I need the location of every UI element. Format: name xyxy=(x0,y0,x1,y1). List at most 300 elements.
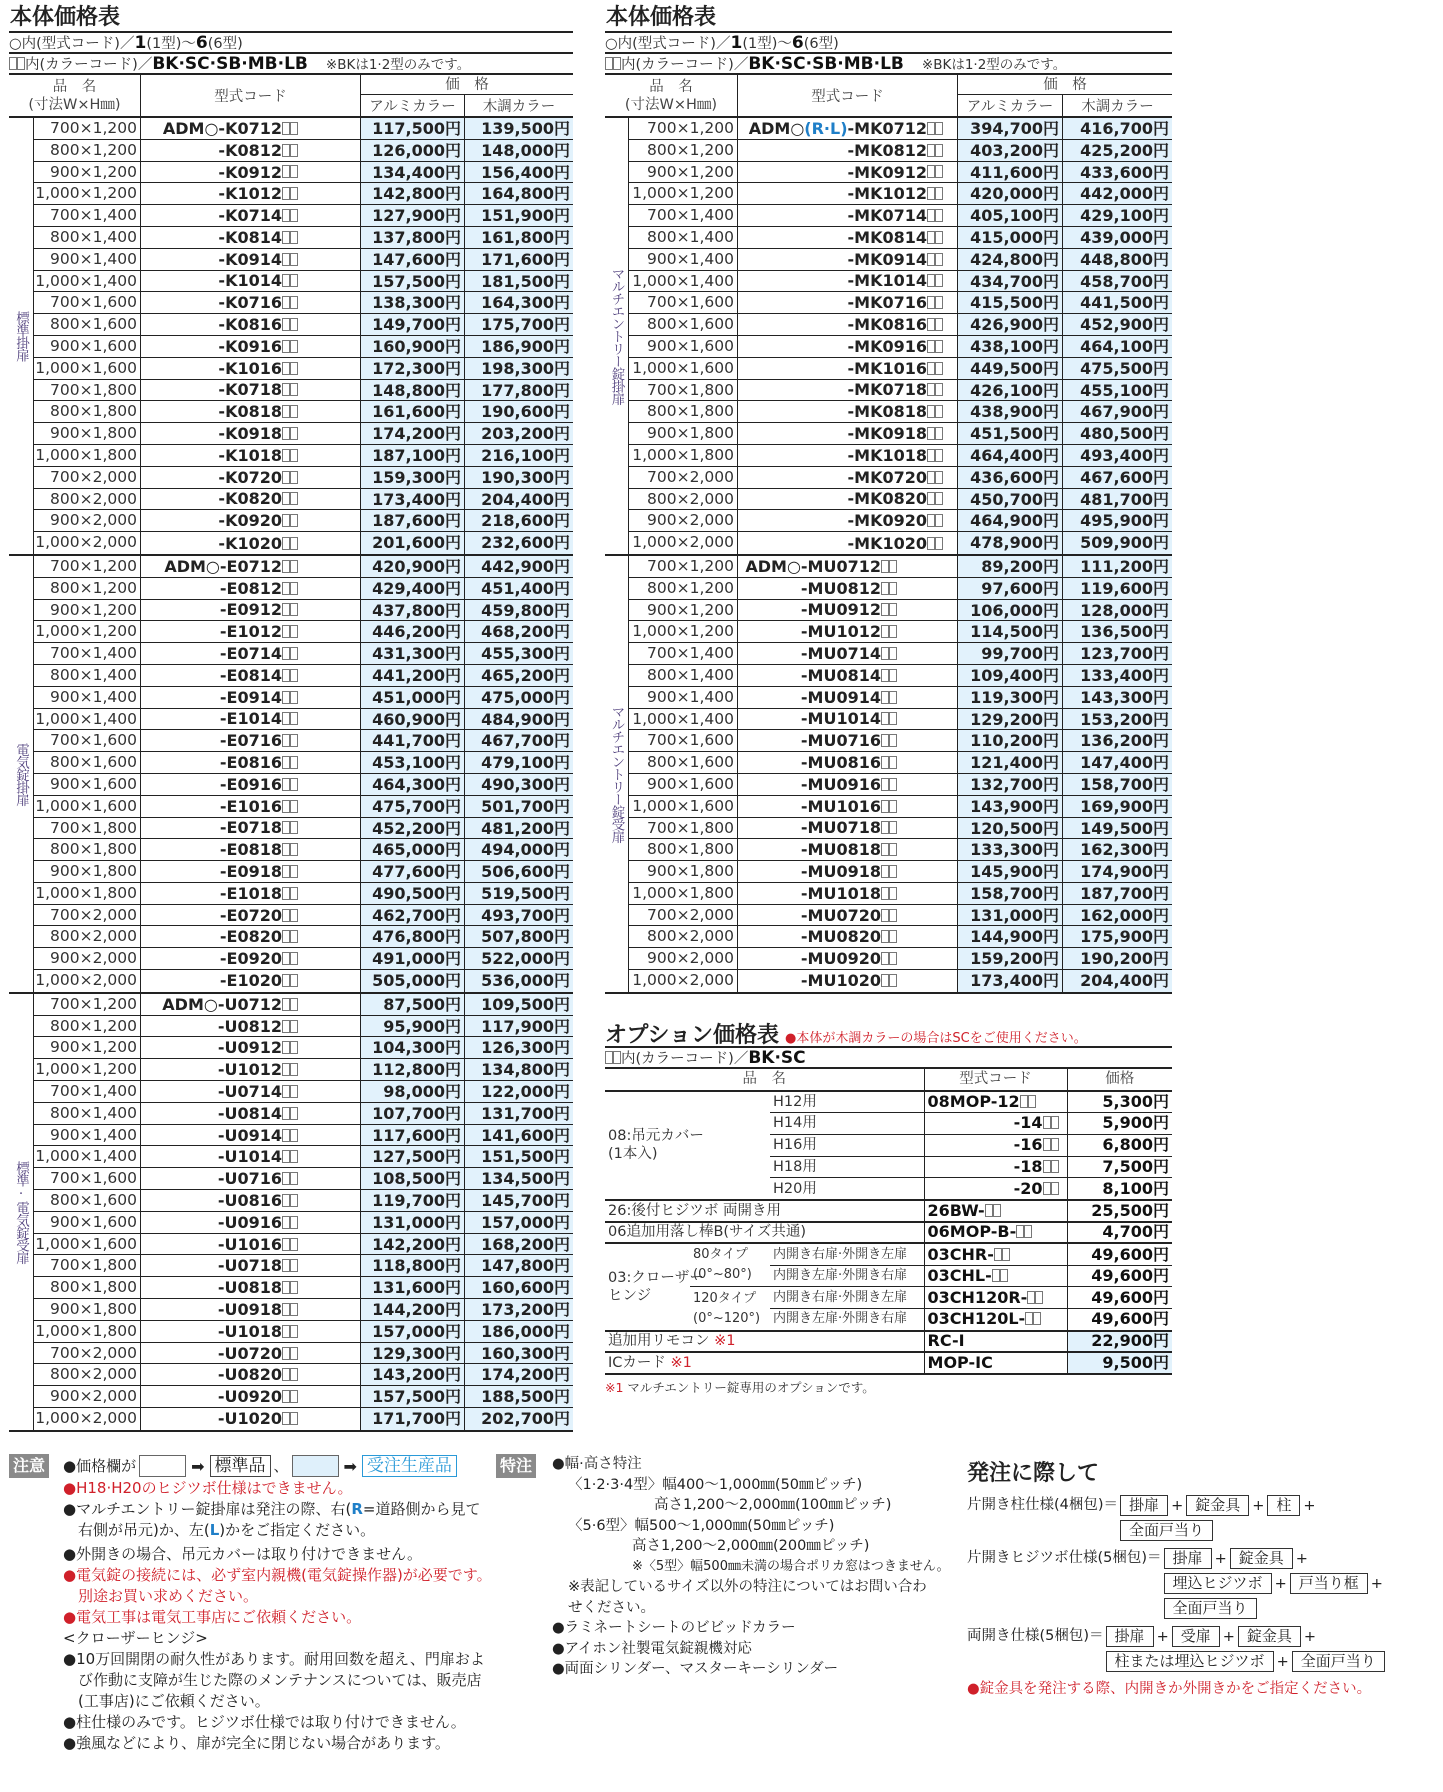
price-wood-cell: 119,600円 xyxy=(1063,578,1172,599)
option-price: 6,800円 xyxy=(1067,1134,1172,1156)
header-code: 型式コード xyxy=(738,75,958,116)
price-wood-cell: 429,100円 xyxy=(1063,205,1172,226)
option-footnote xyxy=(605,1378,1172,1396)
sub-text: (6型) xyxy=(803,36,839,52)
price-alum-cell: 415,500円 xyxy=(958,292,1063,313)
model-code-note xyxy=(605,33,1172,54)
header-name-label: 品 名 xyxy=(52,78,97,95)
model-code: -U0714 xyxy=(217,1081,282,1101)
model-code-cell xyxy=(738,467,958,488)
size-cell: 700×1,200 xyxy=(34,118,141,139)
model-code: -MU0812 xyxy=(800,578,881,598)
model-code-cell xyxy=(141,687,361,708)
size-cell: 800×1,800 xyxy=(34,839,141,860)
table-row xyxy=(629,227,1172,249)
color-box-icon xyxy=(290,383,298,396)
color-box-icon xyxy=(282,537,290,550)
size-cell: 800×1,600 xyxy=(34,314,141,335)
model-code-cell xyxy=(141,970,361,992)
closer-group xyxy=(605,1243,704,1330)
option-name: H14用 xyxy=(770,1113,924,1135)
order-formula xyxy=(967,1493,1437,1543)
color-box-icon xyxy=(290,1325,298,1338)
model-code-cell xyxy=(141,578,361,599)
header-name xyxy=(9,75,141,116)
table-section xyxy=(605,118,1172,556)
model-code: -MU0820 xyxy=(800,927,881,947)
price-alum-cell: 95,900円 xyxy=(361,1016,465,1037)
price-alum-cell: 394,700円 xyxy=(958,118,1063,139)
table-row xyxy=(34,467,573,489)
size-cell: 700×1,800 xyxy=(34,818,141,839)
table-row xyxy=(34,621,573,643)
color-box-icon xyxy=(994,1248,1002,1261)
plus-sign: + xyxy=(1274,1575,1287,1592)
price-wood-cell: 117,900円 xyxy=(465,1016,573,1037)
model-code-cell xyxy=(738,510,958,531)
option-table xyxy=(605,1069,1172,1375)
model-code-note xyxy=(9,33,573,54)
color-box-icon xyxy=(282,1216,290,1229)
price-alum-cell: 434,700円 xyxy=(958,271,1063,292)
size-cell: 1,000×2,000 xyxy=(629,532,738,554)
color-box-icon xyxy=(881,909,889,922)
color-box-icon xyxy=(927,209,935,222)
price-alum-cell: 131,000円 xyxy=(958,905,1063,926)
price-wood-cell: 519,500円 xyxy=(465,883,573,904)
size-cell: 900×1,200 xyxy=(34,600,141,621)
table-row xyxy=(34,1364,573,1386)
price-alum-cell: 148,800円 xyxy=(361,380,465,401)
price-wood-cell: 164,300円 xyxy=(465,292,573,313)
size-cell: 1,000×1,200 xyxy=(34,621,141,642)
size-cell: 800×1,200 xyxy=(34,140,141,161)
size-cell: 1,000×1,600 xyxy=(629,796,738,817)
color-box-icon xyxy=(290,909,298,922)
model-code-cell xyxy=(141,1125,361,1146)
price-wood-cell: 198,300円 xyxy=(465,358,573,379)
color-box-icon xyxy=(889,843,897,856)
price-wood-cell: 174,900円 xyxy=(1063,861,1172,882)
price-alum-cell: 120,500円 xyxy=(958,818,1063,839)
color-code-note xyxy=(9,54,573,75)
model-code: -E0816 xyxy=(219,753,282,773)
color-box-icon xyxy=(290,492,298,505)
table-row xyxy=(34,314,573,336)
model-code-cell xyxy=(738,752,958,773)
table-row xyxy=(34,665,573,687)
color-box-icon xyxy=(282,560,290,573)
bk-note: ※BKは1·2型のみです。 xyxy=(921,57,1067,73)
price-wood-cell: 148,000円 xyxy=(465,140,573,161)
price-table-left xyxy=(9,0,573,1432)
order-formula xyxy=(967,1546,1437,1621)
price-alum-cell: 132,700円 xyxy=(958,774,1063,795)
size-cell: 900×1,200 xyxy=(629,162,738,183)
header-price-label: 価 格 xyxy=(958,75,1172,95)
model-code: -K0920 xyxy=(218,511,282,531)
option-price: 4,700円 xyxy=(1067,1222,1172,1244)
price-alum-cell: 144,200円 xyxy=(361,1299,465,1320)
ordering-title: 発注に際して xyxy=(967,1461,1100,1486)
price-alum-cell: 127,900円 xyxy=(361,205,465,226)
table-row xyxy=(34,249,573,271)
table-body xyxy=(9,118,573,1432)
price-alum-cell: 117,500円 xyxy=(361,118,465,139)
color-box-icon xyxy=(935,537,943,550)
price-alum-cell: 108,500円 xyxy=(361,1168,465,1189)
size-cell: 700×1,800 xyxy=(629,818,738,839)
color-box-icon xyxy=(935,318,943,331)
table-row xyxy=(34,292,573,314)
color-box-icon xyxy=(290,1020,298,1033)
formula-label: 両開き仕様(5梱包)＝ xyxy=(967,1628,1104,1644)
color-box-icon xyxy=(290,165,298,178)
color-box-icon xyxy=(290,974,298,987)
model-code-cell xyxy=(141,774,361,795)
model-code-cell xyxy=(738,380,958,401)
option-code xyxy=(924,1091,1067,1113)
text: )かをご指定ください。 xyxy=(219,1521,376,1539)
color-box-icon xyxy=(889,756,897,769)
color-box-icon xyxy=(290,712,298,725)
price-alum-cell: 98,000円 xyxy=(361,1081,465,1102)
table-row xyxy=(34,752,573,774)
code-prefix: ADM○ xyxy=(745,556,801,576)
price-wood-cell: 232,600円 xyxy=(465,532,573,554)
sub-text: (6型) xyxy=(207,36,243,52)
option-price: 49,600円 xyxy=(1067,1287,1172,1309)
price-wood-cell: 143,300円 xyxy=(1063,687,1172,708)
table-row xyxy=(629,510,1172,532)
special-item: 高さ1,200～2,000㎜(200㎜ピッチ) xyxy=(632,1538,870,1554)
table-row xyxy=(629,205,1172,227)
price-alum-cell: 142,800円 xyxy=(361,183,465,204)
price-wood-cell: 161,800円 xyxy=(465,227,573,248)
model-code: -U1020 xyxy=(217,1409,282,1429)
color-box-icon xyxy=(282,1150,290,1163)
table-row xyxy=(34,489,573,511)
price-alum-cell: 460,900円 xyxy=(361,709,465,730)
color-box-icon xyxy=(1020,1095,1028,1108)
table-row xyxy=(629,249,1172,271)
formula-line xyxy=(1104,1649,1387,1674)
closer-type xyxy=(690,1287,770,1331)
model-code-cell xyxy=(141,1168,361,1189)
color-box-icon xyxy=(290,449,298,462)
sub-text: ○内(型式コード)／ xyxy=(9,36,135,52)
table-row xyxy=(34,818,573,840)
color-box-icon xyxy=(282,1172,290,1185)
size-cell: 900×1,600 xyxy=(629,774,738,795)
price-wood-cell: 495,900円 xyxy=(1063,510,1172,531)
color-box-icon xyxy=(290,582,298,595)
caution-notes xyxy=(63,1454,493,1754)
price-alum-cell: 119,300円 xyxy=(958,687,1063,708)
color-box-icon xyxy=(282,1194,290,1207)
model-code: -U0918 xyxy=(217,1299,282,1319)
color-box-icon xyxy=(1043,1160,1051,1173)
color-box-icon xyxy=(282,1303,290,1316)
model-code: -K0712 xyxy=(218,118,282,138)
color-box-icon xyxy=(282,1281,290,1294)
model-code: -K0812 xyxy=(218,140,282,160)
price-alum-cell: 118,800円 xyxy=(361,1255,465,1276)
size-cell: 700×2,000 xyxy=(629,467,738,488)
model-code-cell xyxy=(141,883,361,904)
color-box-icon xyxy=(889,952,897,965)
color-box-icon xyxy=(927,492,935,505)
color-box-icon xyxy=(282,1020,290,1033)
price-alum-cell: 159,200円 xyxy=(958,948,1063,969)
special-item: ●両面シリンダー、マスターキーシリンダー xyxy=(552,1661,839,1677)
table-body xyxy=(605,118,1172,994)
arrow-right-icon: ➡ xyxy=(191,1456,205,1476)
color-box-icon xyxy=(881,625,889,638)
color-box-icon xyxy=(282,253,290,266)
price-wood-cell: 168,200円 xyxy=(465,1234,573,1255)
type-range: (0°~80°) xyxy=(693,1267,752,1283)
model-code: -U0818 xyxy=(217,1278,282,1298)
table-row xyxy=(34,687,573,709)
price-alum-cell: 149,700円 xyxy=(361,314,465,335)
price-wood-cell: 139,500円 xyxy=(465,118,573,139)
price-wood-cell: 190,200円 xyxy=(1063,948,1172,969)
table-row xyxy=(629,948,1172,970)
option-code xyxy=(924,1134,1067,1156)
size-cell: 900×1,400 xyxy=(34,687,141,708)
model-code: -K1018 xyxy=(218,445,282,465)
model-code-cell xyxy=(141,1103,361,1124)
color-box-icon xyxy=(290,1412,298,1425)
sub-bold: 1 xyxy=(134,33,147,53)
price-legend xyxy=(63,1454,493,1478)
table-row xyxy=(34,861,573,883)
table-row xyxy=(629,665,1172,687)
model-code: -U0916 xyxy=(217,1212,282,1232)
table-section xyxy=(9,994,573,1432)
size-cell: 1,000×1,600 xyxy=(629,358,738,379)
option-code: RC-I xyxy=(924,1331,1067,1353)
code-text: 08MOP-12 xyxy=(927,1091,1020,1111)
model-code: -MU1016 xyxy=(800,796,881,816)
table-row xyxy=(629,752,1172,774)
price-alum-cell: 107,700円 xyxy=(361,1103,465,1124)
price-alum-cell: 109,400円 xyxy=(958,665,1063,686)
header-size-label: (寸法W×H㎜) xyxy=(28,96,121,113)
color-box-icon xyxy=(290,296,298,309)
model-code: -E0912 xyxy=(219,600,282,620)
price-alum-cell: 475,700円 xyxy=(361,796,465,817)
color-box-icon xyxy=(927,165,935,178)
price-wood-cell: 160,300円 xyxy=(465,1343,573,1364)
color-box-icon xyxy=(290,1063,298,1076)
color-box-icon xyxy=(282,582,290,595)
model-code-cell xyxy=(738,687,958,708)
sub-bold: 1 xyxy=(730,33,743,53)
footnote-text: マルチエントリー錠専用のオプションです。 xyxy=(627,1380,875,1396)
price-alum-cell: 453,100円 xyxy=(361,752,465,773)
table-row xyxy=(34,556,573,578)
model-code: -K1016 xyxy=(218,358,282,378)
model-code-cell xyxy=(141,1364,361,1385)
color-box-icon xyxy=(889,712,897,725)
model-code-cell xyxy=(141,818,361,839)
header-wood: 木調カラー xyxy=(1081,99,1154,115)
table-row xyxy=(629,578,1172,600)
size-cell: 800×1,400 xyxy=(34,1103,141,1124)
model-code: -E1012 xyxy=(219,622,282,642)
color-box-icon xyxy=(290,691,298,704)
table-row xyxy=(629,709,1172,731)
size-cell: 900×1,800 xyxy=(34,423,141,444)
color-box-icon xyxy=(282,756,290,769)
special-item: 〈5·6型〉幅500～1,000㎜(50㎜ピッチ) xyxy=(568,1517,835,1534)
table-row xyxy=(629,489,1172,511)
table-row xyxy=(34,970,573,992)
model-code-cell xyxy=(738,883,958,904)
table-row xyxy=(629,445,1172,467)
model-code: -U0914 xyxy=(217,1125,282,1145)
color-box-icon xyxy=(881,560,889,573)
package-box: 全面戸当り xyxy=(1120,1520,1213,1541)
price-alum-cell: 438,100円 xyxy=(958,336,1063,357)
color-box-icon xyxy=(881,756,889,769)
model-code: -MU1014 xyxy=(800,709,881,729)
color-box-icon xyxy=(282,887,290,900)
table-row xyxy=(34,1234,573,1256)
model-code-cell xyxy=(141,314,361,335)
color-box-icon xyxy=(927,296,935,309)
model-code-cell xyxy=(141,1190,361,1211)
price-wood-cell: 467,700円 xyxy=(465,730,573,751)
header-wood: 木調カラー xyxy=(482,99,556,115)
size-cell: 900×1,800 xyxy=(34,861,141,882)
price-alum-cell: 452,200円 xyxy=(361,818,465,839)
model-code: -MU0912 xyxy=(800,600,881,620)
color-box-icon xyxy=(282,187,290,200)
color-box-icon xyxy=(282,209,290,222)
color-box-icon xyxy=(935,427,943,440)
price-wood-cell: 475,000円 xyxy=(465,687,573,708)
color-box-icon xyxy=(935,165,943,178)
color-box-icon xyxy=(889,582,897,595)
table-row xyxy=(629,687,1172,709)
option-name: H18用 xyxy=(770,1156,924,1178)
color-box-icon xyxy=(282,1390,290,1403)
closer-group-label: 03:クローザー xyxy=(608,1269,704,1286)
cover-group xyxy=(605,1091,770,1200)
price-wood-cell: 123,700円 xyxy=(1063,643,1172,664)
model-code-cell xyxy=(141,1321,361,1342)
header-size-label: (寸法W×H㎜) xyxy=(624,96,718,113)
size-cell: 700×1,800 xyxy=(629,380,738,401)
color-box-icon xyxy=(881,734,889,747)
option-price: 49,600円 xyxy=(1067,1243,1172,1265)
price-alum-cell: 143,200円 xyxy=(361,1364,465,1385)
model-code: -MU0714 xyxy=(800,644,881,664)
color-box-icon xyxy=(290,537,298,550)
model-code: -E0714 xyxy=(219,644,282,664)
color-box-icon xyxy=(282,1412,290,1425)
sub-text: (1型)～ xyxy=(742,36,792,52)
color-box-icon xyxy=(282,974,290,987)
section-label: 標準掛扉 xyxy=(9,118,34,554)
header-price xyxy=(361,75,573,116)
model-code: -MU1012 xyxy=(800,622,881,642)
price-wood-cell: 442,000円 xyxy=(1063,183,1172,204)
plus-sign: + xyxy=(1295,1550,1308,1567)
table-row xyxy=(34,183,573,205)
price-wood-cell: 501,700円 xyxy=(465,796,573,817)
price-wood-cell: 177,800円 xyxy=(465,380,573,401)
color-box-icon xyxy=(290,427,298,440)
price-wood-cell: 122,000円 xyxy=(465,1081,573,1102)
option-color-note xyxy=(605,1048,1172,1069)
price-wood-cell: 171,600円 xyxy=(465,249,573,270)
package-box: 全面戸当り xyxy=(1164,1598,1257,1619)
color-box-icon xyxy=(889,974,897,987)
table-row xyxy=(34,140,573,162)
color-box-icon xyxy=(935,274,943,287)
price-alum-cell: 160,900円 xyxy=(361,336,465,357)
size-cell: 700×1,800 xyxy=(34,380,141,401)
option-price: 5,300円 xyxy=(1067,1091,1172,1113)
model-code: -K0816 xyxy=(218,315,282,335)
price-alum-cell: 114,500円 xyxy=(958,621,1063,642)
color-box-icon xyxy=(993,1204,1001,1217)
table-row xyxy=(629,818,1172,840)
table-header xyxy=(9,75,573,118)
size-cell: 900×2,000 xyxy=(34,510,141,531)
formula-label: 片開き柱仕様(4梱包)＝ xyxy=(967,1497,1119,1513)
color-box-icon xyxy=(889,669,897,682)
left-mark: L xyxy=(209,1521,220,1539)
size-cell: 1,000×1,200 xyxy=(34,183,141,204)
table-row xyxy=(629,905,1172,927)
section-rows xyxy=(629,556,1172,992)
option-code: MOP-IC xyxy=(924,1352,1067,1374)
color-box-icon xyxy=(881,865,889,878)
color-box-icon xyxy=(290,1194,298,1207)
model-code: -E0914 xyxy=(219,687,282,707)
color-box-icon xyxy=(927,122,935,135)
color-box-icon xyxy=(282,405,290,418)
color-box-icon xyxy=(282,669,290,682)
price-wood-cell: 425,200円 xyxy=(1063,140,1172,161)
price-alum-cell: 446,200円 xyxy=(361,621,465,642)
plus-sign: + xyxy=(1370,1575,1383,1592)
formula-line xyxy=(1162,1571,1384,1596)
closer-item: ●10万回開閉の耐久性があります。耐用回数を超え、門扉および作動に支障が生じた際のメンテナンスについては、販売店(工事店)にご依頼ください。 xyxy=(63,1650,485,1710)
size-cell: 900×2,000 xyxy=(629,510,738,531)
color-box-icon xyxy=(290,778,298,791)
price-wood-cell: 134,500円 xyxy=(465,1168,573,1189)
price-wood-cell: 147,800円 xyxy=(465,1255,573,1276)
color-box-icon xyxy=(282,800,290,813)
table-row xyxy=(34,445,573,467)
formula-lines xyxy=(1162,1546,1384,1621)
size-cell: 800×1,400 xyxy=(34,665,141,686)
package-box: 埋込ヒジツボ xyxy=(1164,1573,1272,1594)
option-code xyxy=(924,1309,1067,1331)
model-code-cell xyxy=(738,709,958,730)
color-box-icon xyxy=(889,800,897,813)
code-text: -16 xyxy=(1013,1135,1043,1155)
model-code-cell xyxy=(738,948,958,969)
model-code: -U0720 xyxy=(217,1343,282,1363)
color-box-icon xyxy=(290,405,298,418)
